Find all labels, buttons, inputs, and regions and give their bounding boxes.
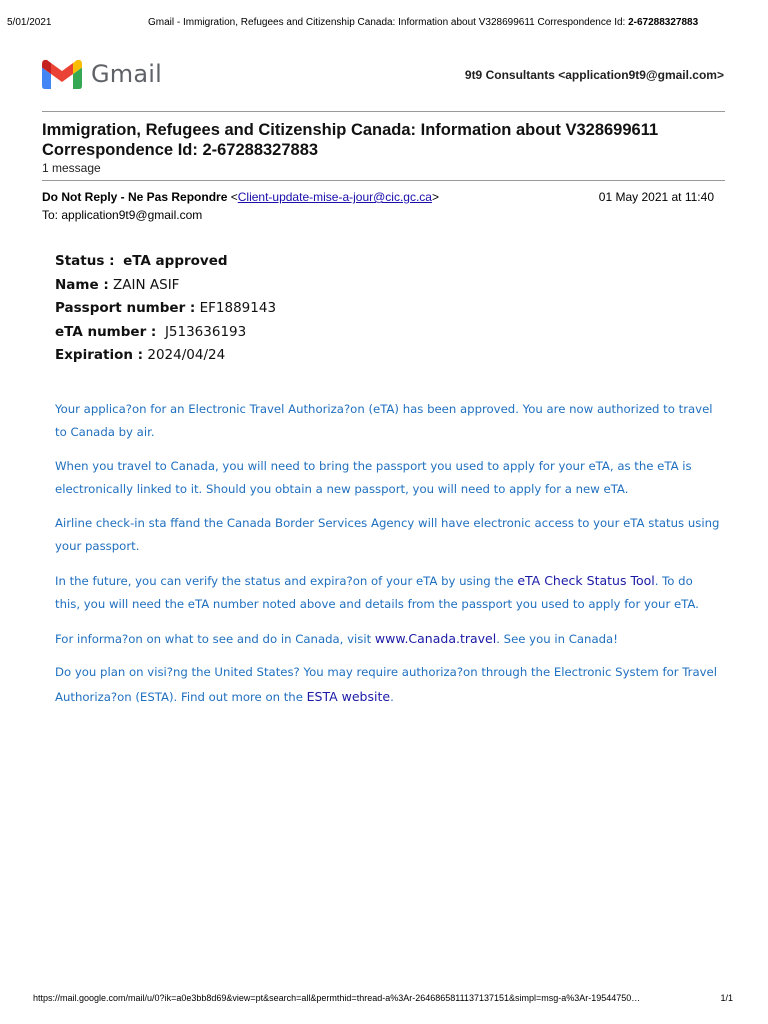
footer-page-number: 1/1 <box>720 993 733 1003</box>
gmail-wordmark: Gmail <box>91 60 163 88</box>
status-tool-paragraph <box>55 569 720 617</box>
canada-travel-link[interactable]: www.Canada.travel <box>374 630 497 646</box>
airline-paragraph: Airline check-in sta ffand the Canada Border Services Agency will have electronic access to your eTA status using your passport. <box>55 515 720 553</box>
status-row <box>55 250 720 274</box>
status-label: Status : <box>55 253 115 269</box>
sender-close-bracket: > <box>431 190 439 204</box>
passport-value: EF1889143 <box>199 300 277 316</box>
name-label: Name : <box>55 276 109 293</box>
status-tool-text-end: . To do this, you will need the eTA number noted above and details from the passport you used to apply for your eTA. <box>55 573 699 611</box>
expiration-row <box>55 344 720 368</box>
expiration-label: Expiration : <box>55 347 144 363</box>
canada-travel-text: For informa?on on what to see and do in Canada, visit <box>55 631 375 646</box>
email-subject: Immigration, Refugees and Citizenship Canada: Information about V328699611 Correspondence Id: 2-67288327883 <box>42 121 659 159</box>
passport-label: Passport number : <box>55 300 196 316</box>
subject-divider <box>42 180 725 181</box>
status-tool-text: In the future, you can verify the status and expira?on of your eTA by using the <box>55 573 518 588</box>
expiration-value: 2024/04/24 <box>147 347 226 363</box>
esta-paragraph <box>55 661 720 709</box>
esta-text: Do you plan on visi?ng the United States? You may require authoriza?on through the Electronic System for Travel Authoriza?on (ESTA). Find out more on the <box>55 665 717 704</box>
print-title-id: 2-67288327883 <box>628 17 699 28</box>
esta-text-end: . <box>390 689 394 704</box>
header-divider <box>42 111 725 112</box>
print-date: 5/01/2021 <box>7 17 52 28</box>
sender-line <box>42 190 439 204</box>
message-date: 01 May 2021 at 11:40 <box>598 190 714 204</box>
status-value: eTA approved <box>123 253 228 269</box>
name-row <box>55 274 720 298</box>
recipient-line: To: application9t9@gmail.com <box>42 208 203 222</box>
sender-open-bracket: < <box>230 190 238 204</box>
message-body <box>55 250 720 709</box>
passport-row <box>55 297 720 321</box>
eta-number-value: J513636193 <box>164 323 247 340</box>
canada-travel-paragraph <box>55 627 720 652</box>
name-value: ZAIN ASIF <box>113 276 180 293</box>
print-title <box>148 17 758 28</box>
eta-number-label: eTA number : <box>55 323 157 340</box>
eta-check-status-link[interactable]: eTA Check Status Tool <box>517 572 655 588</box>
account-header: 9t9 Consultants <application9t9@gmail.com> <box>464 68 724 82</box>
eta-number-row <box>55 321 720 345</box>
approval-paragraph: Your applica?on for an Electronic Travel Authoriza?on (eTA) has been approved. You are now authorized to travel to Canada by air. <box>55 401 713 439</box>
footer-url: https://mail.google.com/mail/u/0?ik=a0e3bb8d69&view=pt&search=all&permthid=thread-a%3Ar-2646865811137137151&simpl=msg-a%3Ar-19544750… <box>33 993 641 1003</box>
canada-travel-text-end: . See you in Canada! <box>496 631 618 646</box>
passport-paragraph: When you travel to Canada, you will need to bring the passport you used to apply for your eTA, as the eTA is electronically linked to it. Should you obtain a new passport, you will need to apply for a new eTA. <box>55 458 692 496</box>
sender-name: Do Not Reply - Ne Pas Repondre <box>42 190 228 204</box>
gmail-m-icon <box>42 58 82 90</box>
print-title-text: Gmail - Immigration, Refugees and Citizenship Canada: Information about V328699611 Correspondence Id: <box>148 17 629 28</box>
gmail-logo <box>42 58 162 90</box>
message-count: 1 message <box>42 161 101 175</box>
esta-website-link[interactable]: ESTA website <box>306 688 391 704</box>
sender-email-link[interactable]: Client-update-mise-a-jour@cic.gc.ca <box>237 190 432 204</box>
